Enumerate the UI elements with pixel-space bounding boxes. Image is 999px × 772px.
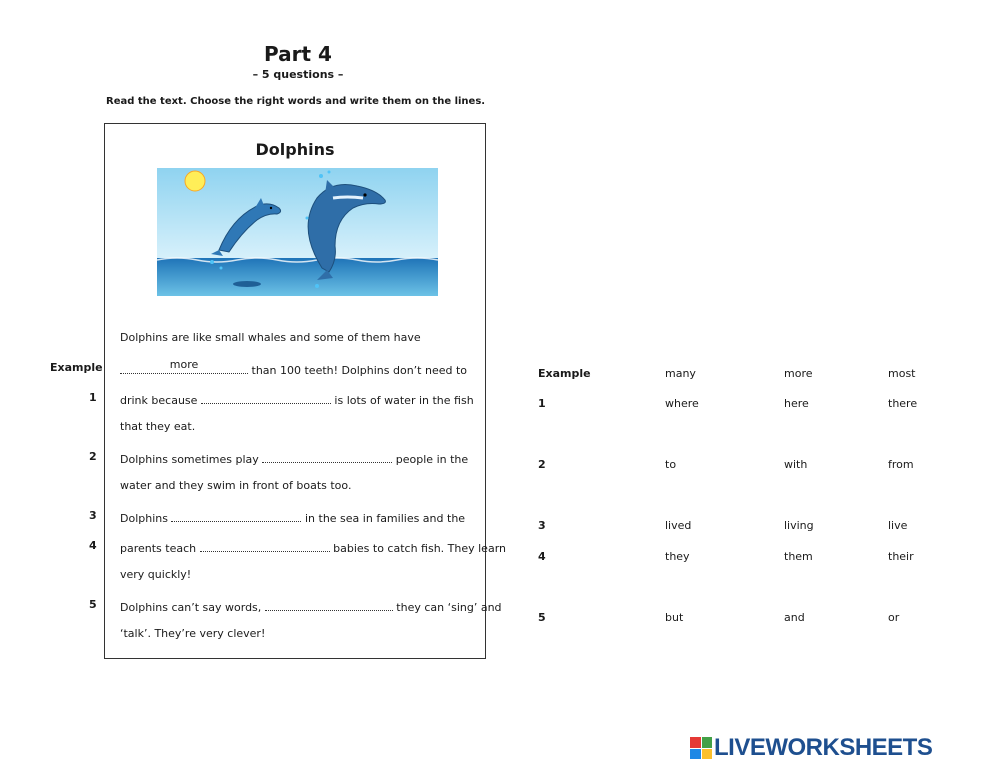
option-4-a[interactable]: they [665,550,690,563]
passage-line-7 [120,509,465,525]
option-2-b[interactable]: with [784,458,808,471]
option-example-b: more [784,367,813,380]
passage-line-5 [120,450,468,466]
passage-line-4: that they eat. [120,420,196,433]
option-3-b[interactable]: living [784,519,814,532]
option-2-a[interactable]: to [665,458,677,471]
option-5-a[interactable]: but [665,611,684,624]
passage-line-7-before: Dolphins [120,512,168,525]
options-row-1-label: 1 [538,397,546,410]
option-4-c[interactable]: their [888,550,914,563]
question-number-5: 5 [89,598,97,611]
passage-line-5-before: Dolphins sometimes play [120,453,259,466]
question-number-3: 3 [89,509,97,522]
page-subtitle: – 5 questions – [252,68,344,81]
option-3-a[interactable]: lived [665,519,692,532]
passage-line-1: Dolphins are like small whales and some of them have [120,331,421,344]
passage-line-8-after: babies to catch fish. They learn [333,542,506,555]
answer-blank-3[interactable] [171,509,301,522]
answer-blank-4[interactable] [200,539,330,552]
passage-line-6: water and they swim in front of boats too. [120,479,352,492]
passage-line-8 [120,539,506,555]
dolphins-illustration [157,168,438,296]
options-row-2-label: 2 [538,458,546,471]
options-row-5-label: 5 [538,611,546,624]
options-row-4-label: 4 [538,550,546,563]
passage-line-3 [120,391,474,407]
page-title: Part 4 [264,42,332,66]
option-2-c[interactable]: from [888,458,914,471]
question-number-2: 2 [89,450,97,463]
option-4-b[interactable]: them [784,550,813,563]
option-1-a[interactable]: where [665,397,699,410]
option-3-c[interactable]: live [888,519,908,532]
liveworksheets-logo[interactable] [690,734,932,762]
example-blank[interactable] [120,358,248,374]
options-row-3-label: 3 [538,519,546,532]
passage-line-5-after: people in the [395,453,469,466]
passage-title: Dolphins [255,140,335,159]
options-example-label: Example [538,367,591,380]
option-1-b[interactable]: here [784,397,809,410]
passage-line-11: ‘talk’. They’re very clever! [120,627,266,640]
logo-mark-icon [690,737,712,759]
passage-line-10-after: they can ‘sing’ and [396,601,502,614]
answer-blank-2[interactable] [262,450,392,463]
passage-line-3-after: is lots of water in the fish [334,394,474,407]
passage-line-3-before: drink because [120,394,198,407]
passage-line-2-text: than 100 teeth! Dolphins don’t need to [251,364,468,377]
example-answer: more [169,358,199,371]
option-1-c[interactable]: there [888,397,918,410]
passage-line-10-before: Dolphins can’t say words, [120,601,262,614]
passage-line-2 [120,358,468,377]
example-label: Example [50,361,103,374]
option-5-b[interactable]: and [784,611,805,624]
question-number-1: 1 [89,391,97,404]
passage-line-8-before: parents teach [120,542,197,555]
logo-text: LIVEWORKSHEETS [714,734,933,761]
answer-blank-1[interactable] [201,391,331,404]
answer-blank-5[interactable] [265,598,393,611]
question-number-4: 4 [89,539,97,552]
option-example-c: most [888,367,916,380]
passage-line-9: very quickly! [120,568,192,581]
instruction-text: Read the text. Choose the right words and write them on the lines. [106,96,486,107]
passage-line-7-after: in the sea in families and the [304,512,466,525]
option-example-a: many [665,367,696,380]
passage-line-10 [120,598,502,614]
option-5-c[interactable]: or [888,611,900,624]
